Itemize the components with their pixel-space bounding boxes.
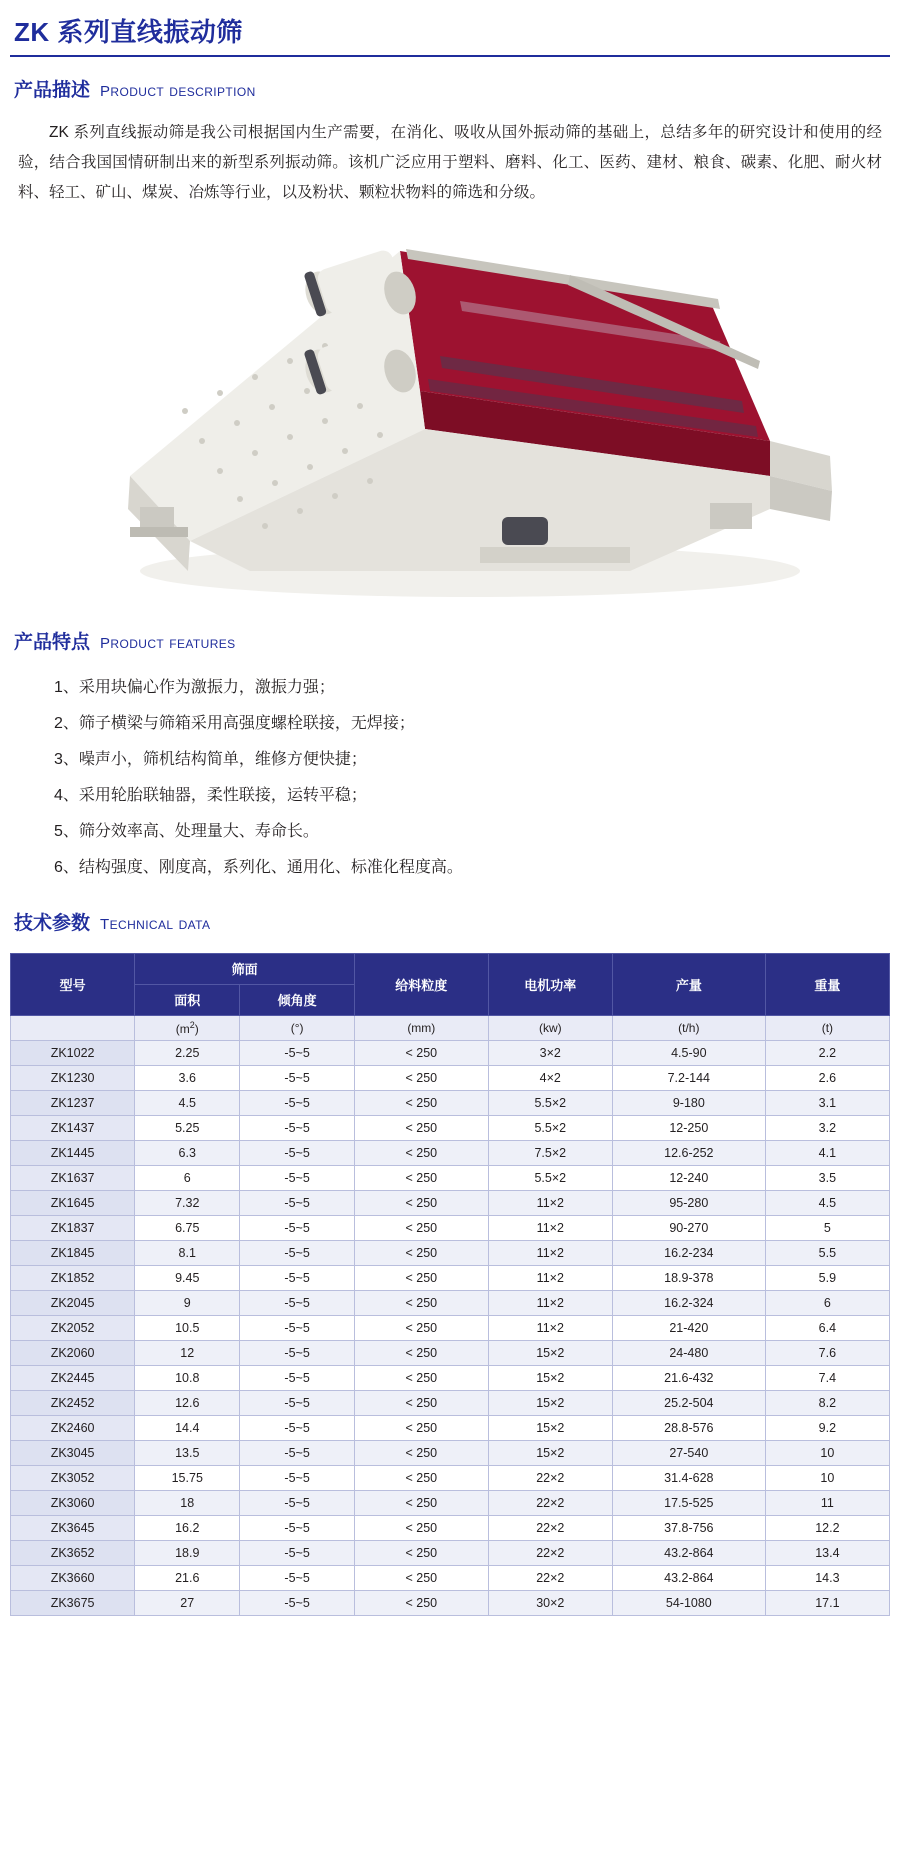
cell-weight: 2.2 (765, 1040, 889, 1065)
section-heading-technical (14, 908, 890, 935)
cell-incline: -5~5 (240, 1415, 355, 1440)
section-heading-description-cn: 产品描述 (14, 80, 91, 101)
cell-capacity: 28.8-576 (612, 1415, 765, 1440)
unit-area (135, 1015, 240, 1040)
description-paragraph: ZK 系列直线振动筛是我公司根据国内生产需要，在消化、吸收从国外振动筛的基础上，总结多年的研究设计和使用的经验，结合我国国情研制出来的新型系列振动筛。该机广泛应用于塑料、磨料、化工、医药、建材、粮食、碳素、化肥、耐火材料、轻工、矿山、煤炭、冶炼等行业，以及粉状、颗粒状物料的筛选和分级。 (18, 124, 882, 202)
table-body (11, 1015, 890, 1615)
table-row (11, 1140, 890, 1165)
spec-table (10, 953, 890, 1616)
cell-area: 10.5 (135, 1315, 240, 1340)
title-divider (10, 55, 890, 57)
list-item: 6、结构强度、刚度高，系列化、通用化、标准化程度高。 (54, 858, 463, 876)
cell-feed: < 250 (354, 1340, 488, 1365)
cell-incline: -5~5 (240, 1590, 355, 1615)
cell-model: ZK3645 (11, 1515, 135, 1540)
cell-feed: < 250 (354, 1215, 488, 1240)
cell-model: ZK3060 (11, 1490, 135, 1515)
cell-capacity: 17.5-525 (612, 1490, 765, 1515)
cell-capacity: 21.6-432 (612, 1365, 765, 1390)
cell-model: ZK2060 (11, 1340, 135, 1365)
cell-capacity: 4.5-90 (612, 1040, 765, 1065)
cell-feed: < 250 (354, 1140, 488, 1165)
zk-linear-vibrating-screen-photo (70, 241, 860, 611)
cell-power: 15×2 (488, 1390, 612, 1415)
col-header-model: 型号 (11, 953, 135, 1015)
cell-power: 22×2 (488, 1565, 612, 1590)
cell-feed: < 250 (354, 1440, 488, 1465)
cell-power: 30×2 (488, 1590, 612, 1615)
cell-area: 8.1 (135, 1240, 240, 1265)
cell-weight: 7.6 (765, 1340, 889, 1365)
cell-feed: < 250 (354, 1240, 488, 1265)
cell-incline: -5~5 (240, 1315, 355, 1340)
cell-incline: -5~5 (240, 1290, 355, 1315)
cell-model: ZK3652 (11, 1540, 135, 1565)
cell-model: ZK1637 (11, 1165, 135, 1190)
col-header-feed-size: 给料粒度 (354, 953, 488, 1015)
col-header-weight: 重量 (765, 953, 889, 1015)
section-heading-features-en: product features (100, 629, 236, 653)
cell-weight: 10 (765, 1465, 889, 1490)
list-item: 2、筛子横梁与筛箱采用高强度螺栓联接，无焊接； (54, 714, 415, 732)
cell-feed: < 250 (354, 1590, 488, 1615)
cell-power: 11×2 (488, 1215, 612, 1240)
cell-capacity: 16.2-234 (612, 1240, 765, 1265)
cell-feed: < 250 (354, 1065, 488, 1090)
cell-capacity: 21-420 (612, 1315, 765, 1340)
cell-feed: < 250 (354, 1540, 488, 1565)
cell-power: 4×2 (488, 1065, 612, 1090)
cell-incline: -5~5 (240, 1140, 355, 1165)
cell-capacity: 43.2-864 (612, 1540, 765, 1565)
cell-capacity: 31.4-628 (612, 1465, 765, 1490)
cell-feed: < 250 (354, 1565, 488, 1590)
cell-weight: 13.4 (765, 1540, 889, 1565)
cell-weight: 9.2 (765, 1415, 889, 1440)
cell-power: 15×2 (488, 1340, 612, 1365)
cell-weight: 3.1 (765, 1090, 889, 1115)
cell-capacity: 54-1080 (612, 1590, 765, 1615)
cell-incline: -5~5 (240, 1465, 355, 1490)
unit-area-sup: 2 (189, 1019, 195, 1030)
cell-model: ZK1237 (11, 1090, 135, 1115)
section-heading-features-cn: 产品特点 (14, 631, 91, 653)
cell-model: ZK1230 (11, 1065, 135, 1090)
col-header-motor-power: 电机功率 (488, 953, 612, 1015)
cell-model: ZK1645 (11, 1190, 135, 1215)
cell-weight: 6 (765, 1290, 889, 1315)
table-row (11, 1090, 890, 1115)
cell-incline: -5~5 (240, 1040, 355, 1065)
cell-incline: -5~5 (240, 1165, 355, 1190)
table-header-row-1 (11, 953, 890, 984)
list-item: 1、采用块偏心作为激振力，激振力强； (54, 678, 335, 696)
cell-feed: < 250 (354, 1415, 488, 1440)
table-row (11, 1490, 890, 1515)
cell-weight: 10 (765, 1440, 889, 1465)
table-row (11, 1315, 890, 1340)
cell-weight: 5 (765, 1215, 889, 1240)
cell-weight: 8.2 (765, 1390, 889, 1415)
cell-area: 15.75 (135, 1465, 240, 1490)
unit-incline: (°) (240, 1015, 355, 1040)
cell-incline: -5~5 (240, 1065, 355, 1090)
cell-power: 11×2 (488, 1290, 612, 1315)
cell-feed: < 250 (354, 1190, 488, 1215)
table-row (11, 1340, 890, 1365)
cell-feed: < 250 (354, 1115, 488, 1140)
cell-capacity: 18.9-378 (612, 1265, 765, 1290)
cell-area: 6.3 (135, 1140, 240, 1165)
table-row (11, 1515, 890, 1540)
list-item: 4、采用轮胎联轴器，柔性联接，运转平稳； (54, 786, 367, 804)
cell-feed: < 250 (354, 1515, 488, 1540)
cell-model: ZK1445 (11, 1140, 135, 1165)
cell-capacity: 12-250 (612, 1115, 765, 1140)
table-row (11, 1240, 890, 1265)
cell-capacity: 95-280 (612, 1190, 765, 1215)
table-row (11, 1190, 890, 1215)
table-row (11, 1365, 890, 1390)
cell-weight: 4.5 (765, 1190, 889, 1215)
cell-area: 12 (135, 1340, 240, 1365)
cell-area: 13.5 (135, 1440, 240, 1465)
cell-feed: < 250 (354, 1465, 488, 1490)
cell-area: 18 (135, 1490, 240, 1515)
spec-table-wrapper (10, 953, 890, 1616)
product-image (10, 221, 890, 621)
unit-capacity: (t/h) (612, 1015, 765, 1040)
table-row (11, 1290, 890, 1315)
cell-weight: 4.1 (765, 1140, 889, 1165)
cell-power: 3×2 (488, 1040, 612, 1065)
list-item: 3、噪声小，筛机结构简单，维修方便快捷； (54, 750, 367, 768)
cell-feed: < 250 (354, 1290, 488, 1315)
cell-incline: -5~5 (240, 1190, 355, 1215)
cell-model: ZK3675 (11, 1590, 135, 1615)
section-heading-technical-cn: 技术参数 (14, 912, 91, 934)
table-row (11, 1565, 890, 1590)
cell-model: ZK1837 (11, 1215, 135, 1240)
cell-power: 11×2 (488, 1240, 612, 1265)
cell-area: 9 (135, 1290, 240, 1315)
cell-power: 11×2 (488, 1190, 612, 1215)
cell-model: ZK1852 (11, 1265, 135, 1290)
cell-power: 11×2 (488, 1265, 612, 1290)
cell-weight: 12.2 (765, 1515, 889, 1540)
cell-power: 5.5×2 (488, 1115, 612, 1140)
cell-power: 22×2 (488, 1515, 612, 1540)
cell-incline: -5~5 (240, 1565, 355, 1590)
cell-model: ZK2045 (11, 1290, 135, 1315)
cell-capacity: 43.2-864 (612, 1565, 765, 1590)
cell-capacity: 27-540 (612, 1440, 765, 1465)
table-row (11, 1215, 890, 1240)
table-row (11, 1540, 890, 1565)
cell-model: ZK1437 (11, 1115, 135, 1140)
cell-power: 11×2 (488, 1315, 612, 1340)
cell-area: 21.6 (135, 1565, 240, 1590)
cell-weight: 7.4 (765, 1365, 889, 1390)
cell-feed: < 250 (354, 1090, 488, 1115)
cell-capacity: 37.8-756 (612, 1515, 765, 1540)
cell-area: 2.25 (135, 1040, 240, 1065)
cell-area: 3.6 (135, 1065, 240, 1090)
unit-feed-size: (mm) (354, 1015, 488, 1040)
cell-model: ZK3660 (11, 1565, 135, 1590)
cell-weight: 14.3 (765, 1565, 889, 1590)
cell-area: 6.75 (135, 1215, 240, 1240)
cell-incline: -5~5 (240, 1390, 355, 1415)
cell-model: ZK3045 (11, 1440, 135, 1465)
cell-capacity: 24-480 (612, 1340, 765, 1365)
cell-power: 15×2 (488, 1365, 612, 1390)
cell-feed: < 250 (354, 1490, 488, 1515)
cell-incline: -5~5 (240, 1240, 355, 1265)
col-header-incline: 倾角度 (240, 984, 355, 1015)
features-list (10, 670, 890, 886)
cell-area: 27 (135, 1590, 240, 1615)
cell-weight: 5.5 (765, 1240, 889, 1265)
cell-incline: -5~5 (240, 1090, 355, 1115)
cell-incline: -5~5 (240, 1115, 355, 1140)
cell-power: 5.5×2 (488, 1165, 612, 1190)
table-row (11, 1165, 890, 1190)
cell-incline: -5~5 (240, 1540, 355, 1565)
cell-feed: < 250 (354, 1315, 488, 1340)
table-row (11, 1265, 890, 1290)
cell-capacity: 90-270 (612, 1215, 765, 1240)
unit-area-base: (m (175, 1021, 190, 1036)
cell-area: 4.5 (135, 1090, 240, 1115)
cell-area: 7.32 (135, 1190, 240, 1215)
unit-area-tail: ) (194, 1021, 199, 1036)
table-row (11, 1465, 890, 1490)
cell-feed: < 250 (354, 1365, 488, 1390)
cell-weight: 3.2 (765, 1115, 889, 1140)
cell-capacity: 12-240 (612, 1165, 765, 1190)
col-header-area: 面积 (135, 984, 240, 1015)
cell-incline: -5~5 (240, 1365, 355, 1390)
table-row (11, 1115, 890, 1140)
table-row (11, 1590, 890, 1615)
unit-model (11, 1015, 135, 1040)
cell-power: 22×2 (488, 1540, 612, 1565)
cell-model: ZK2052 (11, 1315, 135, 1340)
cell-feed: < 250 (354, 1165, 488, 1190)
cell-model: ZK2452 (11, 1390, 135, 1415)
cell-feed: < 250 (354, 1040, 488, 1065)
col-header-screen-surface: 筛面 (135, 953, 355, 984)
cell-power: 15×2 (488, 1440, 612, 1465)
cell-weight: 2.6 (765, 1065, 889, 1090)
cell-power: 5.5×2 (488, 1090, 612, 1115)
cell-power: 15×2 (488, 1415, 612, 1440)
cell-area: 9.45 (135, 1265, 240, 1290)
cell-power: 7.5×2 (488, 1140, 612, 1165)
unit-weight: (t) (765, 1015, 889, 1040)
cell-weight: 5.9 (765, 1265, 889, 1290)
cell-area: 5.25 (135, 1115, 240, 1140)
cell-area: 10.8 (135, 1365, 240, 1390)
cell-capacity: 25.2-504 (612, 1390, 765, 1415)
cell-incline: -5~5 (240, 1265, 355, 1290)
cell-model: ZK3052 (11, 1465, 135, 1490)
table-row (11, 1040, 890, 1065)
table-row (11, 1415, 890, 1440)
cell-model: ZK2445 (11, 1365, 135, 1390)
cell-incline: -5~5 (240, 1215, 355, 1240)
cell-feed: < 250 (354, 1265, 488, 1290)
cell-area: 6 (135, 1165, 240, 1190)
table-row (11, 1390, 890, 1415)
cell-weight: 11 (765, 1490, 889, 1515)
page-title: ZK 系列直线振动筛 (14, 17, 243, 47)
cell-power: 22×2 (488, 1465, 612, 1490)
cell-capacity: 16.2-324 (612, 1290, 765, 1315)
cell-capacity: 7.2-144 (612, 1065, 765, 1090)
cell-area: 18.9 (135, 1540, 240, 1565)
cell-incline: -5~5 (240, 1515, 355, 1540)
table-row (11, 1440, 890, 1465)
section-heading-technical-en: technical data (100, 910, 211, 934)
section-heading-description (14, 75, 890, 102)
cell-incline: -5~5 (240, 1340, 355, 1365)
cell-model: ZK1022 (11, 1040, 135, 1065)
cell-feed: < 250 (354, 1390, 488, 1415)
table-row (11, 1065, 890, 1090)
cell-area: 16.2 (135, 1515, 240, 1540)
cell-model: ZK2460 (11, 1415, 135, 1440)
list-item: 5、筛分效率高、处理量大、寿命长。 (54, 822, 319, 840)
cell-incline: -5~5 (240, 1440, 355, 1465)
cell-weight: 17.1 (765, 1590, 889, 1615)
unit-motor-power: (kw) (488, 1015, 612, 1040)
section-heading-description-en: product description (100, 78, 256, 101)
section-heading-features (14, 627, 890, 654)
cell-area: 14.4 (135, 1415, 240, 1440)
cell-capacity: 12.6-252 (612, 1140, 765, 1165)
cell-weight: 6.4 (765, 1315, 889, 1340)
cell-capacity: 9-180 (612, 1090, 765, 1115)
cell-power: 22×2 (488, 1490, 612, 1515)
cell-weight: 3.5 (765, 1165, 889, 1190)
cell-area: 12.6 (135, 1390, 240, 1415)
cell-incline: -5~5 (240, 1490, 355, 1515)
col-header-capacity: 产量 (612, 953, 765, 1015)
table-units-row (11, 1015, 890, 1040)
cell-model: ZK1845 (11, 1240, 135, 1265)
